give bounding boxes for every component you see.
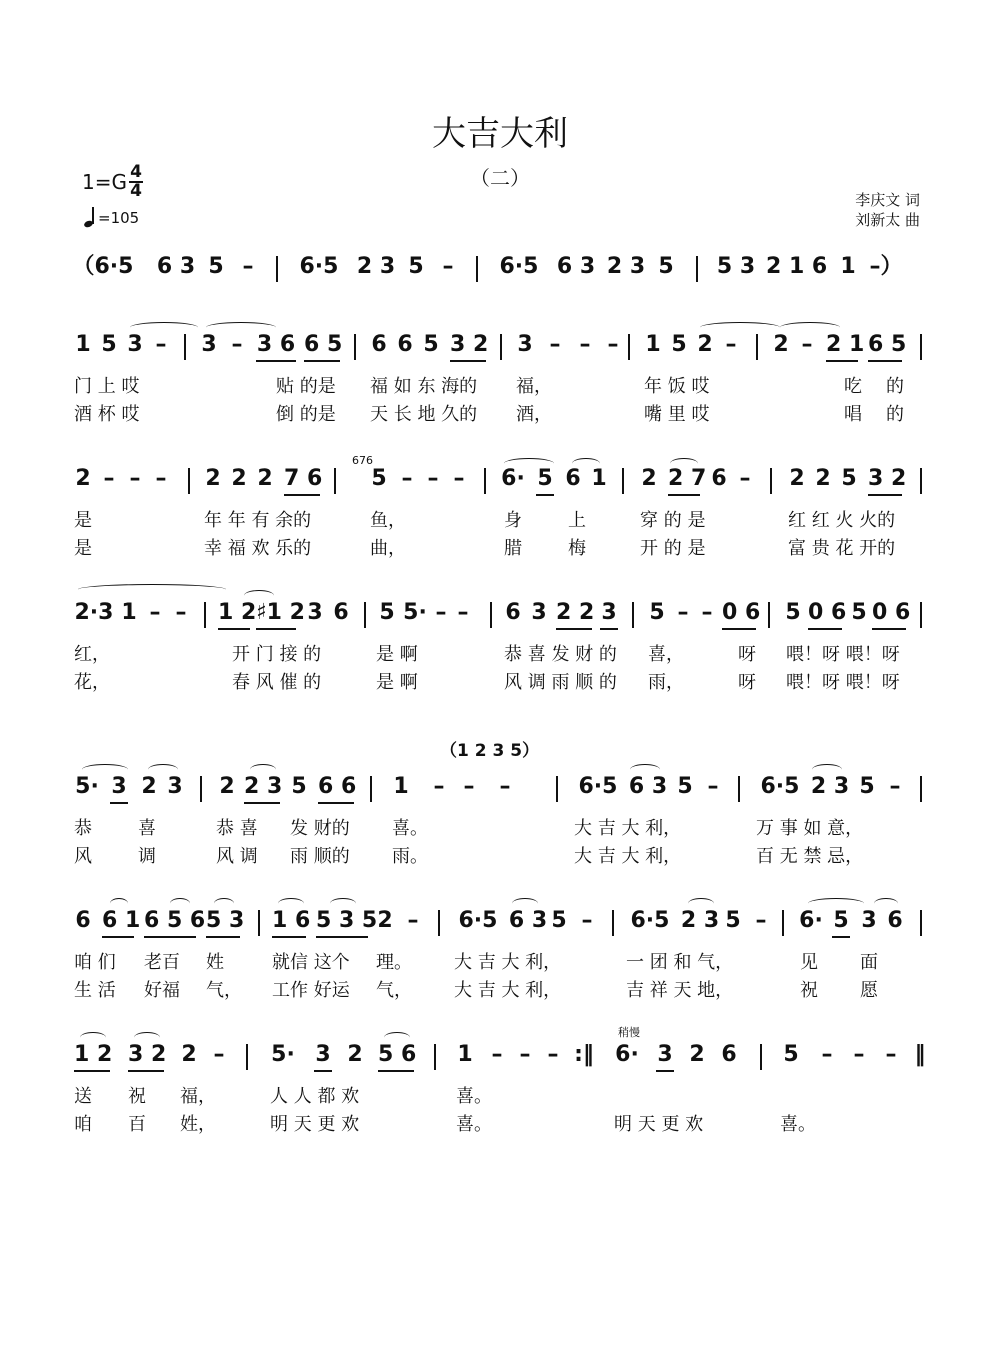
barline — [434, 1044, 436, 1070]
note: 2 — [181, 1042, 197, 1067]
barline — [696, 256, 698, 282]
note: 6 1 — [102, 906, 134, 938]
score-row-4 — [0, 772, 1000, 812]
note: 5 3 — [206, 906, 240, 938]
note: 2 — [257, 466, 273, 491]
note: 6 5 — [304, 330, 340, 362]
note: 2 — [75, 466, 91, 491]
barline — [370, 776, 372, 802]
barline — [200, 776, 202, 802]
lyric-line-2-verse-2: 是 幸 福 欢 乐的 曲， 腊 梅 开 的 是 富 贵 花 开的 — [74, 538, 896, 559]
note: 1 — [121, 600, 137, 625]
note: 6 6 — [318, 772, 354, 804]
note: 3 2 — [868, 464, 902, 496]
note: 0 6 — [722, 598, 756, 630]
note: 5 — [851, 600, 867, 625]
lyric-line-3-verse-2: 花， 春 风 催 的 是 啊 风 调 雨 顺 的 雨， 呀 喂！呀 喂！呀 — [74, 672, 900, 693]
note: 1 6 — [272, 906, 306, 938]
note: 1 — [457, 1042, 473, 1067]
note: 1 — [645, 332, 661, 357]
note: 5· — [271, 1042, 295, 1067]
lyric-line-5-verse-2: 生 活 好福 气， 工作 好运 气， 大 吉 大 利， 吉 祥 天 地， 祝 愿 — [74, 980, 878, 1001]
note: 0 6 — [872, 598, 906, 630]
note: 2 — [219, 774, 235, 799]
lyric-line-4-verse-2: 风 调 风 调 雨 顺的 雨。 大 吉 大 利， 百 无 禁 忌， — [74, 846, 864, 867]
note: – — [213, 1042, 225, 1067]
note: 6 — [397, 332, 413, 357]
time-bottom: 4 — [130, 181, 142, 201]
repeat-end-barline: :‖ — [574, 1042, 594, 1067]
barline — [920, 776, 922, 802]
note: 6 3 — [508, 908, 548, 933]
note: 3 — [314, 1040, 332, 1072]
note: – — [491, 1042, 503, 1067]
note: 5 — [832, 906, 850, 938]
note: 6 — [887, 908, 903, 933]
note: 2 — [205, 466, 221, 491]
note: 6·5 — [499, 254, 539, 279]
note: 6 5 6 — [144, 906, 196, 938]
score-row-1 — [0, 330, 1000, 370]
note: 2 2 — [556, 598, 592, 630]
note: 2 3 — [810, 774, 850, 799]
note: 5 — [841, 466, 857, 491]
note: – — [889, 774, 901, 799]
barline — [500, 334, 502, 360]
note: 6 — [333, 600, 349, 625]
note: – — [457, 600, 469, 625]
barline — [738, 776, 740, 802]
note: 5 — [671, 332, 687, 357]
barline — [920, 602, 922, 628]
note: 2 — [141, 774, 157, 799]
note: – — [739, 466, 751, 491]
lyric-line-4-verse-1: 恭 喜 恭 喜 发 财的 喜。 大 吉 大 利， 万 事 如 意， — [74, 818, 864, 839]
note: 7 6 — [284, 464, 320, 496]
key-label: 1=G — [82, 170, 127, 194]
tempo-value: =105 — [98, 209, 140, 227]
note: 2 3 — [680, 908, 720, 933]
note: 5 — [423, 332, 439, 357]
barline — [246, 1044, 248, 1070]
note: 6 — [505, 600, 521, 625]
note: 5 — [371, 466, 387, 491]
note: –） — [869, 254, 903, 279]
note: 6 — [371, 332, 387, 357]
lyric-line-6-verse-2: 咱 百 姓， 明 天 更 欢 喜。 明 天 更 欢 喜。 — [74, 1114, 816, 1135]
note: 6 — [721, 1042, 737, 1067]
note: 5 — [551, 908, 567, 933]
lyric-line-6-verse-1: 送 祝 福， 人 人 都 欢 喜。 — [74, 1086, 492, 1107]
note: – — [231, 332, 243, 357]
lyric-line-2-verse-1: 是 年 年 有 余的 鱼， 身 上 穿 的 是 红 红 火 火的 — [74, 510, 896, 531]
note: – — [801, 332, 813, 357]
barline — [612, 910, 614, 936]
note: – — [242, 254, 254, 279]
note: 5 3 — [716, 254, 756, 279]
lyricist: 李庆文 词 — [855, 191, 920, 209]
barline — [768, 602, 770, 628]
note: – — [607, 332, 619, 357]
note: – — [821, 1042, 833, 1067]
note: 3 — [201, 332, 217, 357]
note: 3 2 — [128, 1040, 164, 1072]
note: – — [853, 1042, 865, 1067]
note: – — [155, 466, 167, 491]
note: 2 — [815, 466, 831, 491]
tempo-change-label: 稍慢 — [618, 1026, 640, 1039]
barline — [628, 334, 630, 360]
note: – — [581, 908, 593, 933]
note: 0 6 — [808, 598, 842, 630]
time-signature — [129, 164, 143, 200]
note: – — [175, 600, 187, 625]
note: – — [427, 466, 439, 491]
note: （6·5 — [72, 254, 134, 279]
barline — [484, 468, 486, 494]
quarter-note-icon — [84, 207, 94, 227]
note: 3 — [600, 598, 618, 630]
score-row-5 — [0, 906, 1000, 946]
note: 6· — [615, 1042, 639, 1067]
note: 3 — [110, 772, 128, 804]
note: 5 — [725, 908, 741, 933]
barline — [622, 468, 624, 494]
note: 2 1 — [826, 330, 858, 362]
final-barline: ‖ — [914, 1042, 926, 1067]
note: 3 6 — [256, 330, 296, 362]
lyric-line-3-verse-1: 红， 开 门 接 的 是 啊 恭 喜 发 财 的 喜， 呀 喂！呀 喂！呀 — [74, 644, 900, 665]
note: 2 — [697, 332, 713, 357]
key-signature — [82, 164, 143, 200]
barline — [632, 602, 634, 628]
note: – — [463, 774, 475, 799]
note: – — [701, 600, 713, 625]
note: 3 — [861, 908, 877, 933]
note: 3 — [167, 774, 183, 799]
note: 2 — [689, 1042, 705, 1067]
note: – — [519, 1042, 531, 1067]
note: 3 — [531, 600, 547, 625]
note: 6 3 — [156, 254, 196, 279]
note: 2 — [789, 466, 805, 491]
note: 5 — [408, 254, 424, 279]
barline — [920, 468, 922, 494]
note: 1 — [840, 254, 856, 279]
note: 6·5 — [578, 774, 618, 799]
note: 1 2 — [74, 1040, 110, 1072]
note: 6 3 — [556, 254, 596, 279]
lyric-line-5-verse-1: 咱 们 老百 姓 就信 这个 理。 大 吉 大 利， 一 团 和 气， 见 面 — [74, 952, 878, 973]
note: 6·5 — [630, 908, 670, 933]
note: 2 3 — [606, 254, 646, 279]
note: 2 7 — [668, 464, 700, 496]
barline — [770, 468, 772, 494]
note: – — [401, 466, 413, 491]
note: 3 — [517, 332, 533, 357]
note: 1 — [591, 466, 607, 491]
note: 2 — [231, 466, 247, 491]
barline — [276, 256, 278, 282]
composer: 刘新太 曲 — [855, 211, 920, 229]
score-row-2 — [0, 454, 1000, 504]
note: 5· — [403, 600, 427, 625]
barline — [756, 334, 758, 360]
note: – — [755, 908, 767, 933]
note: 1 — [75, 332, 91, 357]
note: – — [707, 774, 719, 799]
barline — [438, 910, 440, 936]
note: – — [407, 908, 419, 933]
note: 3 — [307, 600, 323, 625]
note: 6· — [799, 908, 823, 933]
note: 5 — [859, 774, 875, 799]
note: 1 2 — [218, 598, 250, 630]
note: – — [677, 600, 689, 625]
note: – — [155, 332, 167, 357]
lyric-line-1-verse-1: 门 上 哎 贴 的是 福 如 东 海的 福， 年 饭 哎 吃 的 — [74, 376, 904, 397]
note: – — [433, 774, 445, 799]
barline — [490, 602, 492, 628]
note: 5 — [208, 254, 224, 279]
score-row-6 — [0, 1040, 1000, 1080]
barline — [204, 602, 206, 628]
note: – — [435, 600, 447, 625]
note: 6·5 — [458, 908, 498, 933]
note: 5 — [536, 464, 554, 496]
note: 2 1 6 — [766, 254, 828, 279]
note: 5 3 5 — [316, 906, 368, 938]
song-title: 大吉大利 — [432, 114, 568, 154]
barline — [760, 1044, 762, 1070]
barline — [334, 468, 336, 494]
note: – — [149, 600, 161, 625]
accompaniment-bracket: （1 2 3 5） — [440, 741, 540, 761]
note: 2 3 — [356, 254, 396, 279]
note: 5 — [783, 1042, 799, 1067]
barline — [476, 256, 478, 282]
note: – — [103, 466, 115, 491]
barline — [920, 910, 922, 936]
barline — [258, 910, 260, 936]
note: 3 — [127, 332, 143, 357]
note: – — [453, 466, 465, 491]
song-subtitle: （二） — [470, 166, 530, 190]
note: 2·3 — [74, 600, 114, 625]
note: 6 5 — [868, 330, 902, 362]
tempo-marking — [84, 207, 139, 227]
credits — [855, 190, 920, 230]
note: 2 — [773, 332, 789, 357]
note: 5· — [75, 774, 99, 799]
grace-notes: 676 — [352, 454, 373, 467]
note: – — [442, 254, 454, 279]
time-top: 4 — [130, 162, 142, 182]
barline — [354, 334, 356, 360]
barline — [364, 602, 366, 628]
barline — [188, 468, 190, 494]
lyric-line-1-verse-2: 酒 杯 哎 倒 的是 天 长 地 久的 酒， 嘴 里 哎 唱 的 — [74, 404, 904, 425]
note: – — [885, 1042, 897, 1067]
note: 6 3 — [628, 774, 668, 799]
note: 6·5 — [299, 254, 339, 279]
note: 2 — [347, 1042, 363, 1067]
note: – — [499, 774, 511, 799]
note: 1 — [393, 774, 409, 799]
note: 5 — [101, 332, 117, 357]
note: 3 — [656, 1040, 674, 1072]
note: – — [129, 466, 141, 491]
note: 2 — [641, 466, 657, 491]
note: 5 — [785, 600, 801, 625]
note: – — [549, 332, 561, 357]
note: 5 — [649, 600, 665, 625]
note: – — [579, 332, 591, 357]
barline — [920, 334, 922, 360]
note: – — [725, 332, 737, 357]
note: 5 — [291, 774, 307, 799]
note: 2 — [377, 908, 393, 933]
score-row-0 — [0, 252, 1000, 292]
note: 5 — [658, 254, 674, 279]
note: 6 — [75, 908, 91, 933]
note: – — [547, 1042, 559, 1067]
barline — [556, 776, 558, 802]
note: 6· — [501, 466, 525, 491]
note: 6 — [565, 466, 581, 491]
note: 5 6 — [378, 1040, 414, 1072]
barline — [184, 334, 186, 360]
barline — [782, 910, 784, 936]
note: ♯1 2 — [256, 598, 296, 630]
note: 2 3 — [244, 772, 280, 804]
note: 5 — [379, 600, 395, 625]
note: 6 — [711, 466, 727, 491]
note: 5 — [677, 774, 693, 799]
note: 3 2 — [450, 330, 486, 362]
score-row-3 — [0, 598, 1000, 638]
note: 6·5 — [760, 774, 800, 799]
